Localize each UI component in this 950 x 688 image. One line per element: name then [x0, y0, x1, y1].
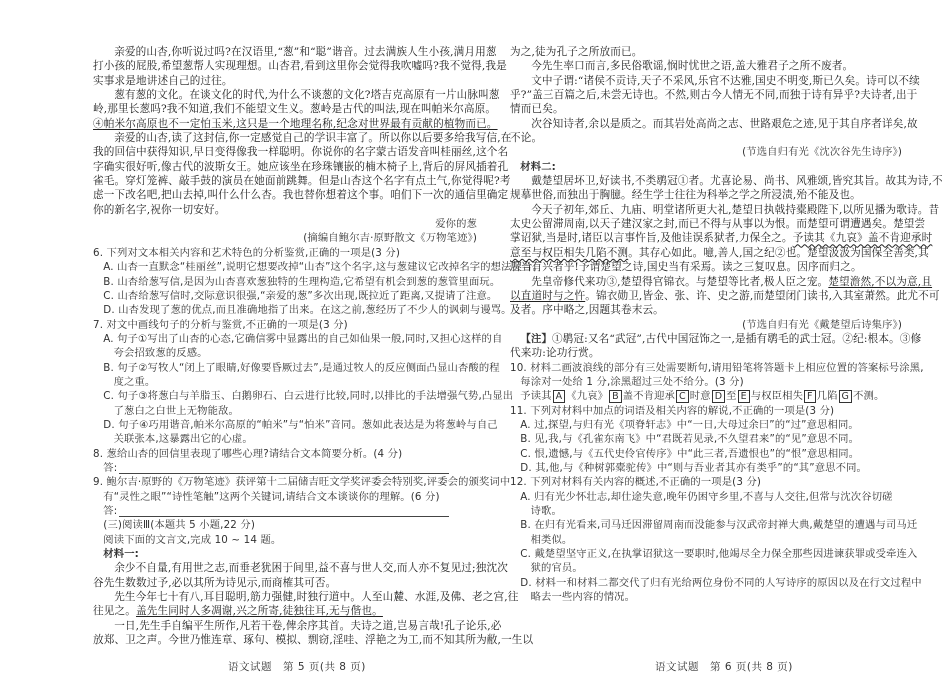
- text: D. 其,他,与《种树郭橐驼传》中“则与吾业者其亦有类乎”的“其”意思不同。: [520, 461, 867, 474]
- note-line: [510, 346, 902, 360]
- text: 虑一下改名吧,把山去掉,叫什么什么杏。我也替你想着这个事。咱们下一次的通信里确定: [93, 189, 509, 202]
- material-line: [510, 160, 902, 174]
- p-line: [510, 203, 940, 217]
- text: 你的新名字,祝你一切安好。: [93, 203, 226, 216]
- option-block: [93, 389, 514, 418]
- section-block: [93, 533, 477, 547]
- p-line: [93, 88, 500, 102]
- text: A. 归有光少怀壮志,却仕途失意,晚年仍困守乡里,不喜与人交往,但常与沈次谷切磋: [520, 490, 893, 503]
- text: 9. 鲍尔吉·原野的《万物笔迹》获评第十二届储吉旺文学奖评委会特别奖,评委会的颁奖词中: [93, 476, 511, 489]
- p-line: [93, 45, 497, 59]
- text: D. 材料一和材料二都交代了归有光给两位身份不同的人写诗序的原因以及在行文过程中: [520, 576, 922, 589]
- text: B. 山杏给葱写信,是因为山杏喜欢葱独特的生理构造,它希望有机会到葱的葱管里面玩。: [103, 275, 501, 288]
- p-block: [93, 590, 519, 619]
- text: A. 过,探望,与归有光《项脊轩志》中“一日,大母过余曰”的“过”意思相同。: [520, 418, 859, 431]
- source-line: [510, 318, 902, 332]
- text: 代来功:论功行赏。: [510, 347, 600, 360]
- text: 太史公留滞周南,以天子建汉家之封,而已不得与从事以为恨。而楚望可谓遭遇矣。楚望尝: [510, 218, 926, 231]
- p-line: [93, 619, 502, 633]
- text: 夸会招致葱的反感。: [113, 347, 208, 360]
- underlined-text: 以直道时与之忤: [510, 289, 586, 302]
- text: 予读其: [520, 390, 552, 403]
- text: 与权臣相失: [750, 390, 804, 403]
- text: A. 山杏一直默念“桂丽丝”,说明它想要改掉“山杏”这个名字,这与葱建议它改掉名字的想法契合。: [103, 261, 543, 274]
- question-line: [510, 375, 902, 389]
- text: 时意: [689, 390, 711, 403]
- option-line: [510, 490, 902, 504]
- option-block: [510, 432, 902, 446]
- text: C. 山杏给葱写信时,交际意识很强,“亲爱的葱”多次出现,既拉近了距离,又提请了注意。: [103, 289, 498, 302]
- option-line: [510, 533, 902, 547]
- text: C. 恨,遗憾,与《五代史伶官传序》中“此三者,吾遗恨也”的“恨”意思相同。: [520, 447, 860, 460]
- question-block: [93, 475, 511, 504]
- text: 掌诏狱,当是时,诸臣以言事忤旨,及他诖误系狱者,力保全之。: [510, 232, 793, 245]
- text: 规摹世俗,而独出于胸臆。经生学士往往为科举之学之所浸渍,殆不能及也。: [510, 189, 861, 202]
- p-block: [510, 74, 920, 117]
- option-line: [510, 518, 918, 532]
- option-line: [510, 418, 902, 432]
- text: B. 在归有光看来,司马迁因滞留周南而没能参与汉武帝封禅大典,戴楚望的遭遇与司马迁: [520, 519, 918, 532]
- answer-label-box: E: [738, 390, 750, 403]
- p-line: [93, 145, 509, 159]
- p-block: [93, 561, 509, 590]
- question-block: [510, 361, 924, 390]
- text: 岭,那里长葱吗?我不知道,我们不能望文生义。葱岭是古代的叫法,现在叫帕米尔高原。: [93, 103, 497, 116]
- option-block: [93, 275, 501, 289]
- option-line: [510, 547, 918, 561]
- text: 次谷知诗者,余以是质之。而其岩处高尚之志、世路艰危之迹,见于其自序者详矣,故: [531, 117, 918, 130]
- text: 答:: [103, 505, 118, 517]
- p-block: [93, 131, 512, 217]
- material-block: [93, 547, 477, 561]
- option-block: [510, 418, 902, 432]
- text: 余少不自量,有用世之志,而垂老犹困于间里,益不喜与世人交,而人亦不复见过;独沈次: [114, 562, 509, 575]
- text: 一日,先生手自编平生所作,凡若干卷,俾余序其首。夫诗之道,岂易言哉!孔子论乐,必: [114, 619, 502, 632]
- text: 后当有兴者乎!予谓楚望之诗,国史当有采焉。读之三复叹息。因序而归之。: [510, 261, 862, 274]
- text: 不论。: [510, 132, 543, 145]
- question-block: [93, 318, 477, 332]
- text: 葱有葱的文化。在谈文化的时代,为什么不谈葱的文化?塔吉克高原有一片山脉叫葱: [114, 89, 500, 102]
- p-line: [93, 174, 511, 188]
- p-line: [93, 59, 507, 73]
- text: D. 山杏发现了葱的优点,而且准确地指了出来。在这之前,葱经历了不少人的讽刺与谩骂。: [103, 304, 512, 317]
- p-line: [93, 561, 509, 575]
- p-line: [510, 275, 933, 289]
- answer-block: [93, 461, 477, 475]
- p-block: [510, 174, 943, 203]
- answer-label-box: A: [553, 390, 566, 403]
- text: B. 句子②写牧人“闭上了眼睛,好像要昏厥过去”,是通过牧人的反应侧面凸显山杏酸的程: [103, 361, 500, 374]
- material-block: [510, 160, 902, 174]
- p-line: [510, 174, 943, 188]
- p-line: [93, 131, 512, 145]
- text: 相类似。: [530, 533, 573, 546]
- text: 戴楚望居坏卫,好读书,不类鹖冠①者。尤喜论易、尚书、风雅颂,皆究其旨。故其为诗,不: [531, 175, 943, 188]
- p-line: [93, 188, 509, 202]
- text: 为之,徒为孔子之所放而已。: [510, 46, 643, 58]
- text: 。其存心如此。噫,善人,国之纪②也。楚望汲汲为国保全善类,其: [628, 246, 929, 259]
- answer-label-box: B: [609, 390, 622, 403]
- p-line: [510, 74, 920, 88]
- option-block: [93, 361, 500, 390]
- option-block: [510, 461, 902, 475]
- text: 至: [726, 390, 737, 403]
- page-footer-6: 语文试题 第 6 页(共 8 页): [655, 661, 793, 673]
- text: 先皇帝修代来功③,楚望得官锦衣。与楚望等比者,极人臣之宠。: [531, 275, 829, 288]
- text: 有“灵性之眼”“诗性笔触”这两个关键词,请结合文本谈谈你的理解。(6 分): [103, 490, 440, 503]
- answer-block: [93, 504, 477, 518]
- p-line: [510, 117, 918, 131]
- section-line: [93, 518, 477, 532]
- text: 盖不肯迎承: [622, 390, 675, 403]
- p-block: [510, 117, 918, 146]
- p-line: [510, 289, 940, 303]
- text: ①鹖冠:又名“武冠”,古代中国冠饰之一,是插有鹖毛的武士冠。②纪:根本。③修: [551, 332, 922, 345]
- answer-line: [93, 504, 477, 518]
- text: 往见之。: [93, 605, 136, 618]
- text: 每涂对一处给 1 分,涂黑超过三处不给分。(3 分): [520, 375, 744, 388]
- answer-input-line[interactable]: [119, 462, 449, 474]
- note-label: 【注】: [520, 332, 552, 345]
- answer-label-box: G: [839, 390, 853, 403]
- p-line: [510, 246, 929, 260]
- text: 诗歌。: [530, 505, 562, 517]
- option-block: [93, 260, 543, 274]
- text: 我的回信中获得知识,早日变得像我一样聪明。你说你的名字蒙古语发音叫桂丽丝,这个名: [93, 146, 509, 159]
- text: 先生今年七十有八,耳目聪明,筋力强健,时独行道中。人至山麓、水涯,及佛、老之宫,往: [114, 591, 519, 604]
- question-line: [93, 475, 511, 489]
- p-line: [510, 231, 933, 245]
- source-line: [93, 231, 477, 245]
- text: 爱你的葱: [435, 218, 477, 231]
- option-line: [93, 260, 543, 274]
- section-line: [93, 533, 477, 547]
- p-line: [510, 102, 902, 116]
- option-line: [93, 361, 500, 375]
- cont-line: [510, 45, 902, 59]
- source-block: [510, 145, 902, 159]
- text: 阅读下面的文言文,完成 10 ~ 14 题。: [103, 533, 282, 546]
- p-line: [93, 604, 477, 618]
- text: 亲爱的山杏,你听说过吗?在汉语里,“葱”和“聪”谐音。过去满族人生小孩,满月用葱: [114, 46, 497, 58]
- text: 字确实很好听,像古代的波斯女王。她应该坐在珍珠镶嵌的楠木椅子上,背后的屏风插着孔: [93, 160, 509, 173]
- p-block: [93, 45, 507, 88]
- p-line: [510, 188, 902, 202]
- p-line: [510, 303, 902, 317]
- text: (三)阅读Ⅲ(本题共 5 小题,22 分): [103, 519, 256, 532]
- text: 不测。: [853, 390, 885, 403]
- underlined-text: 盖先生同时人多凋谢,兴之所寄,徒独往耳,无与偕也。: [135, 605, 383, 618]
- option-block: [93, 303, 512, 317]
- option-block: [510, 576, 922, 605]
- text: 。锦衣勋卫,皆金、张、许、史之游,而楚望闭门读书,入其室萧然。此尤不可: [585, 289, 940, 302]
- p-block: [93, 88, 500, 131]
- p-line: [510, 217, 926, 231]
- text: 答:: [103, 461, 118, 474]
- text: 11. 下列对材料中加点的词语及相关内容的解说,不正确的一项是(3 分): [510, 404, 835, 417]
- text: 7. 对文中画线句子的分析与鉴赏,不正确的一项是(3 分): [93, 318, 348, 331]
- exam-page-6: [510, 45, 943, 604]
- option-line: [510, 561, 902, 575]
- p-block: [93, 619, 534, 648]
- p-line: [93, 117, 498, 131]
- cont-block: [510, 45, 902, 59]
- option-line: [510, 461, 902, 475]
- text: 材料二:: [520, 160, 556, 173]
- text: 关联张本,这暴露出它的心虚。: [113, 433, 253, 446]
- text: 狱的官员。: [530, 562, 583, 575]
- text: 了葱白之白世上无物能敌。: [113, 404, 239, 417]
- text: 今天子初年,郊丘、九庙、明堂诸所更大礼,楚望日执戟持橐殿陛下,以所见播为歌诗。昔: [531, 203, 940, 216]
- boxline-block: [510, 389, 902, 403]
- option-line: [93, 275, 501, 289]
- text: 谷先生数数过予,必以其所为诗见示,而商榷其可否。: [93, 576, 337, 589]
- answer-label-box: D: [712, 390, 725, 403]
- text: 《九哀》: [566, 390, 609, 403]
- question-block: [510, 404, 902, 418]
- wavy-underlined-text: 予读其《九哀》盖不肯迎承时: [792, 232, 933, 245]
- p-line: [93, 576, 477, 590]
- note-block: [510, 332, 922, 361]
- answer-input-line[interactable]: [119, 505, 449, 517]
- source-line: [510, 145, 902, 159]
- p-line: [510, 131, 902, 145]
- option-block: [510, 490, 902, 519]
- question-line: [93, 447, 477, 461]
- option-block: [510, 447, 902, 461]
- option-block: [93, 332, 503, 361]
- option-line: [93, 289, 498, 303]
- option-block: [93, 418, 498, 447]
- text: 乎?”盖三百篇之后,未尝无诗也。不然,则古今人情无不同,而独于诗有异乎?夫诗者,出于: [510, 89, 918, 102]
- text: (摘编自鲍尔吉·原野散文《万物笔迹》): [303, 232, 477, 245]
- text: 6. 下列对文本相关内容和艺术特色的分析鉴赏,正确的一项是(3 分): [93, 246, 401, 259]
- option-line: [93, 418, 498, 432]
- p-block: [510, 59, 902, 73]
- p-line: [93, 102, 497, 116]
- question-line: [510, 404, 902, 418]
- option-block: [93, 289, 498, 303]
- option-line: [510, 590, 902, 604]
- text: A. 句子①写出了山杏的心态,它确信雾中显露出的自己如仙果一般,同时,又担心这样的自: [103, 332, 503, 345]
- option-block: [510, 518, 918, 547]
- text: 10. 材料二画波浪线的部分有三处需要断句,请用铅笔将答题卡上相应位置的答案标号涂黑,: [510, 361, 924, 374]
- question-block: [93, 246, 477, 260]
- underlined-text: ④帕米尔高原也不一定怕玉米,这只是一个地理名称,纪念对世界最有贡献的植物而已。: [93, 117, 498, 130]
- text: (节选自归有光《戴楚望后诗集序》): [742, 318, 902, 331]
- text: (节选自归有光《沈次谷先生诗序》): [742, 146, 902, 159]
- section-block: [93, 518, 477, 532]
- text: 及者。序中略之,因题其卷末云。: [510, 304, 664, 317]
- sign-block: [93, 217, 477, 231]
- option-block: [510, 547, 918, 576]
- option-line: [93, 389, 514, 403]
- option-line: [510, 576, 922, 590]
- text: 放郑、卫之声。今世乃惟连章、琢句、模拟、剽窃,淫哇、浮艳之为工,而不知其所为敝,一生以: [93, 634, 534, 647]
- sign-line: [93, 217, 477, 231]
- text: C. 戴楚望坚守正义,在执掌诏狱这一要职时,他竭尽全力保全那些因进谏获罪或受牵连入: [520, 548, 918, 561]
- p-line: [510, 260, 902, 274]
- source-block: [93, 231, 477, 245]
- text: 12. 下列对材料有关内容的概述,不正确的一项是(3 分): [510, 476, 762, 489]
- option-line: [93, 303, 512, 317]
- p-block: [510, 203, 940, 275]
- text: 雀毛。穿灯笼裤、敲手鼓的演员在她面前跳舞。但是山杏这个名字有点土气,你觉得呢?考: [93, 175, 511, 188]
- question-line: [93, 318, 477, 332]
- source-block: [510, 318, 902, 332]
- p-block: [510, 275, 940, 318]
- note-line: [510, 332, 922, 346]
- option-line: [510, 504, 902, 518]
- p-line: [510, 88, 918, 102]
- text: 亲爱的山杏,读了这封信,你一定感觉自己的学识丰富了。所以你以后要多给我写信,在: [114, 132, 512, 145]
- option-line: [93, 346, 477, 360]
- wavy-underlined-text: 意至与权臣相失几陷不测: [510, 246, 629, 259]
- answer-line: [93, 461, 477, 475]
- question-block: [510, 475, 902, 489]
- question-block: [93, 447, 477, 461]
- option-line: [93, 375, 477, 389]
- option-line: [93, 332, 503, 346]
- text: B. 见,我,与《孔雀东南飞》中“君既若见录,不久望君来”的“见”意思不同。: [520, 433, 860, 446]
- option-line: [510, 432, 902, 446]
- text: 实事求是地讲述自己的过往。: [93, 74, 233, 87]
- p-line: [93, 160, 509, 174]
- p-line: [510, 59, 902, 73]
- question-line: [510, 475, 902, 489]
- text: 打小孩的屁股,希望葱帮人实现理想。山杏君,看到这里你会觉得我吹嘘吗?我不觉得,我是: [93, 60, 507, 73]
- text: 8. 葱给山杏的回信里表现了哪些心理?请结合文本简要分析。(4 分): [93, 447, 403, 460]
- option-line: [510, 447, 902, 461]
- text: 材料一:: [103, 548, 139, 561]
- option-line: [93, 432, 477, 446]
- p-line: [93, 203, 477, 217]
- boxline-line: [510, 389, 902, 403]
- question-line: [93, 490, 477, 504]
- p-line: [93, 633, 534, 647]
- text: 文中子谓:“诸侯不贡诗,天子不采风,乐官不达雅,国史不明变,斯已久矣。诗可以不续: [531, 74, 920, 87]
- underlined-text: 楚望澹然,不以为意,且: [828, 275, 933, 288]
- text: 几陷: [816, 390, 838, 403]
- question-line: [93, 246, 477, 260]
- text: C. 句子③将葱白与羊脂玉、白鹅卵石、白云进行比较,同时,以排比的手法增强气势,凸显出: [103, 390, 514, 403]
- p-line: [93, 74, 477, 88]
- material-line: [93, 547, 477, 561]
- page-footer-5: 语文试题 第 5 页(共 8 页): [228, 661, 366, 673]
- text: 度之重。: [113, 375, 156, 388]
- text: D. 句子④巧用谐音,帕米尔高原的“帕米”与“怕米”音同。葱如此表达是为将葱岭与自己: [103, 418, 498, 431]
- question-line: [510, 361, 924, 375]
- answer-label-box: C: [676, 390, 689, 403]
- p-line: [93, 590, 519, 604]
- text: 今先生率口而言,多民俗歌谣,悯时忧世之语,盖大雅君子之所不废者。: [531, 60, 854, 73]
- text: 情而已矣。: [510, 103, 564, 116]
- text: 略去一些内容的情况。: [530, 591, 636, 604]
- option-line: [93, 404, 477, 418]
- answer-label-box: F: [804, 390, 816, 403]
